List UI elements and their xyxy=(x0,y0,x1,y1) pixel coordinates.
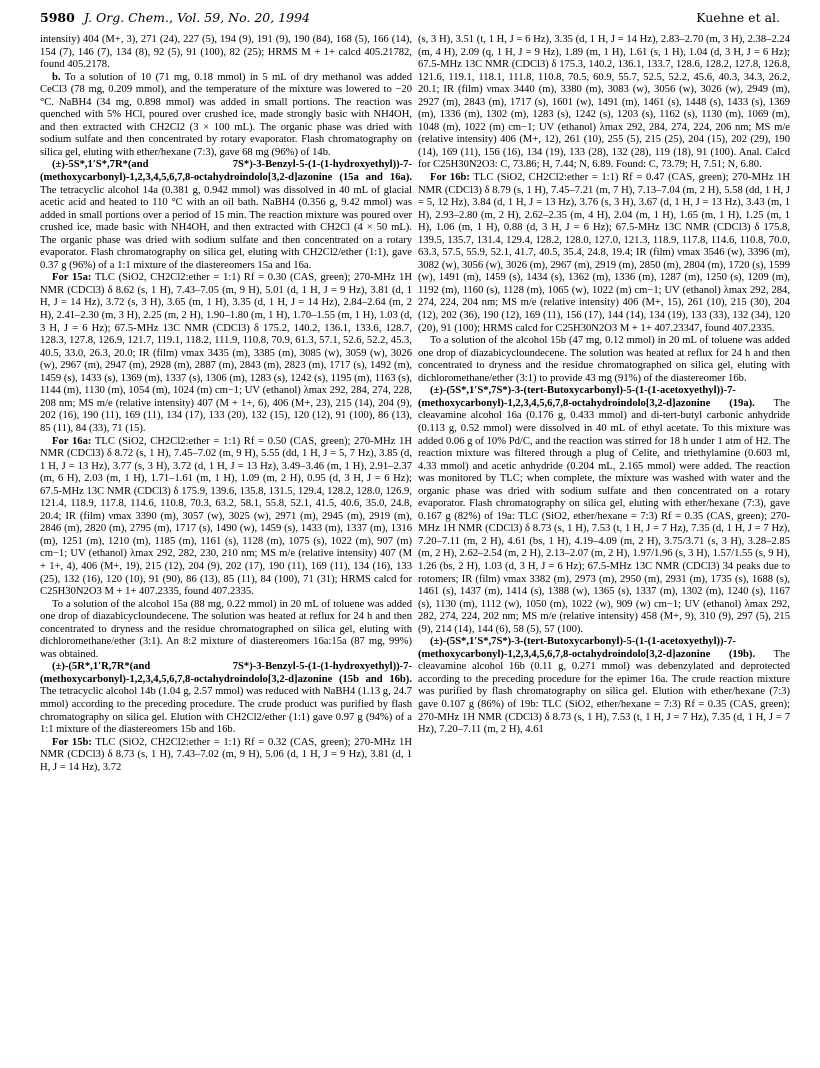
journal-citation: J. Org. Chem., Vol. 59, No. 20, 1994 xyxy=(84,10,311,25)
paragraph: To a solution of the alcohol 15a (88 mg, 0.22 mmol) in 20 mL of toluene was added one drop of diazabicycloundecene. The solution was heated at reflux for 24 h and then concentrated to dryness and the residue chromatographed on silica gel, eluting with dichloromethane/ether (3:1). An 8:2 mixture of diastereomers 16a:15a (87 mg, 99%) was obtained. xyxy=(40,598,412,660)
left-column xyxy=(40,34,412,1062)
paragraph: (±)-5S*,1′S*,7R*(and 7S*)-3-Benzyl-5-(1-(1-hydroxyethyl))-7-(methoxycarbonyl)-1,2,3,4,5,6,7,8-octahydroindolo[3,2-d]azonine (15a and 16a). The tetracyclic alcohol 14a (0.381 g, 0.942 mmol) was dissolved in 40 mL of glacial acetic acid and heated to 110 °C with an oil bath. NaBH4 (0.356 g, 9.42 mmol) was added in small portions over a period of 15 min. The reaction mixture was poured over crushed ice, made basic with NH4OH, and then extracted with CH2Cl (4 × 50 mL). The organic phase was dried with sodium sulfate and then concentrated on a rotary evaporator. Flash chromatography on silica gel, eluting with CH2Cl2/ether (1:1), gave 0.37 g (96%) of a 1:1 mixture of the diastereomers 15a and 16a. xyxy=(40,159,412,271)
paragraph: (±)-(5S*,1′S*,7S*)-3-(tert-Butoxycarbonyl)-5-(1-(1-acetoxyethyl))-7-(methoxycarbonyl)-1,2,3,4,5,6,7,8-octahydroindolo[3,2-d]azonine (19a). The cleavamine alcohol 16a (0.176 g, 0.433 mmol) and di-tert-butyl carbonic anhydride (0.113 g, 0.52 mmol) were dissolved in 40 mL of ethyl acetate. To this mixture was added 0.06 g of 10% Pd/C, and the reaction was stirred for 18 h under 1 atm of H2. The reaction mixture was filtered through a plug of Celite, and triethylamine (0.603 ml, 4.33 mmol) and acetic anhydride (0.204 mL, 2.165 mmol) were added. The reaction was monitored by TLC; when complete, the mixture was washed with water and the organic phase was dried with sodium sulfate and then concentrated on a rotary evaporator. Flash chromatography on silica gel, eluting with ether/hexane (7:3), gave 0.167 g (82%) of 19a: TLC (SiO2, ether/hexane = 7:3) Rf = 0.35 (CAS, green); 270-MHz 1H NMR (CDCl3) δ 8.73 (s, 1 H), 7.53 (t, 1 H, J = 7 Hz), 7.35 (d, 1 H, J = 7 Hz), 7.20–7.11 (m, 2 H), 4.61 (bs, 1 H), 4.19–4.09 (m, 2 H), 3.75/3.71 (s, 3 H), 3.28–2.85 (m, 2 H), 2.62–2.54 (m, 2 H), 2.13–2.07 (m, 2 H), 1.97/1.96 (s, 3 H), 1.57/1.55 (s, 9 H), 1.26 (bs, 2 H), 1.03 (d, 3 H, J = 6 Hz); 67.5-MHz 13C NMR (CDCl3) 34 peaks due to rotomers; IR (film) νmax 3382 (m), 2973 (m), 2950 (m), 2931 (m), 1735 (s), 1688 (s), 1461 (s), 1437 (m), 1414 (s), 1388 (w), 1365 (s), 1337 (m), 1302 (m), 1240 (s), 1167 (s), 1130 (m), 1112 (w), 1050 (m), 1022 (w), 909 (w) cm−1; UV (ethanol) λmax 292, 282, 274, 224, 202 nm; MS m/e (relative intensity) 458 (M+, 9), 310 (9), 297 (5), 215 (9), 214 (14), 144 (6), 58 (5), 57 (100). xyxy=(418,385,790,635)
page-number: 5980 xyxy=(40,10,75,25)
paragraph: For 16a: TLC (SiO2, CH2Cl2:ether = 1:1) Rf = 0.50 (CAS, green); 270-MHz 1H NMR (CDCl3) δ 8.72 (s, 1 H), 7.45–7.02 (m, 9 H), 5.55 (dd, 1 H, J = 5, 7 Hz), 3.85 (d, 1 H, J = 13 Hz), 3.77 (s, 3 H), 3.72 (d, 1 H, J = 13 Hz), 3.49–3.46 (m, 1 H), 2.91–2.37 (m, 6 H), 2.03 (m, 1 H), 1.71–1.61 (m, 1 H), 1.09 (m, 2 H), 0.95 (d, 3 H, J = 6 Hz); 67.5-MHz 13C NMR (CDCl3) δ 175.9, 139.6, 135.8, 131.5, 129.4, 128.2, 128.0, 126.9, 121.4, 118.9, 117.8, 114.6, 110.8, 70.3, 63.2, 58.1, 55.8, 52.1, 41.5, 40.6, 35.0, 24.8, 20.4; IR (film) νmax 3390 (m), 3057 (w), 3025 (w), 2971 (m), 2945 (m), 2919 (m), 2846 (m), 2820 (m), 2795 (m), 1717 (s), 1490 (w), 1459 (s), 1433 (m), 1337 (m), 1316 (m), 1251 (m), 1210 (m), 1185 (m), 1161 (s), 1128 (m), 1075 (s), 1022 (m), 907 (m) cm−1; UV (ethanol) λmax 292, 282, 230, 210 nm; MS m/e (relative intensity) 407 (M + 1+, 4), 406 (M+, 19), 215 (12), 204 (9), 202 (17), 190 (11), 169 (11), 134 (16), 133 (25), 132 (16), 120 (10), 91 (90), 86 (13), 85 (11), 84 (100), 71 (31); HRMS calcd for C25H30N2O3 M + 1+ 407.2335, found 407.2335. xyxy=(40,435,412,598)
paragraph: intensity) 404 (M+, 3), 271 (24), 227 (5), 194 (9), 191 (9), 190 (84), 168 (5), 166 (14), 154 (7), 146 (7), 134 (8), 92 (5), 91 (100), 82 (25); HRMS M + 1+ calcd 405.21782, found 405.2178. xyxy=(40,34,412,71)
running-author: Kuehne et al. xyxy=(696,10,780,25)
running-header xyxy=(40,8,780,28)
paragraph: (±)-(5S*,1′S*,7S*)-3-(tert-Butoxycarbonyl)-5-(1-(1-acetoxyethyl))-7-(methoxycarbonyl)-1,2,3,4,5,6,7,8-octahydroindolo[3,2-d]azonine (19b). The cleavamine alcohol 16b (0.11 g, 0.271 mmol) was debenzylated and deprotected according to the preceding procedure for the epimer 16a. The crude reaction mixture was purified by flash chromatography on silica gel. Elution with ether/hexane (7:3) gave 0.107 g (86%) of 19b: TLC (SiO2, ether/hexane = 7:3) Rf = 0.35 (CAS, green); 270-MHz 1H NMR (CDCl3) δ 8.73 (s, 1 H), 7.53 (t, 1 H, J = 7 Hz), 7.35 (d, 1 H, J = 7 Hz), 7.20–7.11 (m, 2 H), 4.61 xyxy=(418,636,790,736)
paragraph: (s, 3 H), 3.51 (t, 1 H, J = 6 Hz), 3.35 (d, 1 H, J = 14 Hz), 2.83–2.70 (m, 3 H), 2.38–2.24 (m, 4 H), 2.09 (q, 1 H, J = 9 Hz), 1.89 (m, 1 H), 1.61 (s, 1 H), 1.04 (d, 3 H, J = 6 Hz); 67.5-MHz 13C NMR (CDCl3) δ 175.3, 140.2, 136.1, 133.7, 128.6, 128.2, 127.8, 126.8, 121.6, 119.1, 118.1, 111.8, 110.8, 70.5, 60.9, 55.7, 52.5, 52.2, 45.6, 40.3, 34.3, 26.2, 20.1; IR (film) νmax 3440 (m), 3380 (m), 3083 (w), 3056 (w), 3026 (w), 2949 (m), 2927 (m), 2843 (m), 1717 (s), 1601 (w), 1491 (m), 1461 (s), 1448 (s), 1433 (s), 1369 (m), 1336 (m), 1302 (m), 1283 (s), 1242 (s), 1203 (s), 1162 (s), 1130 (m), 1069 (m), 1048 (m), 1022 (m) cm−1; UV (ethanol) λmax 292, 284, 274, 224, 206 nm; MS m/e (relative intensity) 406 (M+, 12), 261 (10), 255 (5), 215 (25), 204 (15), 202 (29), 190 (14), 169 (11), 156 (16), 134 (19), 133 (28), 132 (28), 119 (18), 91 (100). Anal. Calcd for C25H30N2O3: C, 73.86; H, 7.44; N, 6.89. Found: C, 73.79; H, 7.51; N, 6.80. xyxy=(418,34,790,171)
right-column xyxy=(418,34,790,1062)
paragraph: For 16b: TLC (SiO2, CH2Cl2:ether = 1:1) Rf = 0.47 (CAS, green); 270-MHz 1H NMR (CDCl3) δ 8.79 (s, 1 H), 7.45–7.21 (m, 7 H), 7.13–7.04 (m, 2 H), 5.58 (dd, 1 H, J = 5, 12 Hz), 3.84 (d, 1 H, J = 13 Hz), 3.76 (s, 3 H), 3.67 (d, 1 H, J = 13 Hz), 3.43 (m, 1 H), 2.93–2.80 (m, 2 H), 2.62–2.35 (m, 4 H), 2.04 (m, 1 H), 1.65 (m, 1 H), 1.25 (m, 1 H), 1.06 (m, 1 H), 0.88 (d, 3 H, J = 6 Hz); 67.5-MHz 13C NMR (CDCl3) δ 175.8, 139.5, 135.7, 131.4, 129.4, 128.2, 128.0, 127.0, 121.3, 118.9, 117.8, 114.6, 110.8, 70.0, 63.3, 57.5, 55.9, 52.1, 41.7, 40.5, 35.4, 24.8, 19.4; IR (film) νmax 3546 (w), 3396 (m), 3082 (w), 3056 (w), 3026 (m), 2967 (m), 2919 (m), 2850 (m), 2804 (m), 1720 (s), 1599 (w), 1491 (m), 1459 (s), 1434 (s), 1362 (m), 1336 (m), 1287 (m), 1250 (s), 1209 (m), 1192 (m), 1160 (s), 1128 (m), 1065 (w), 1022 (m) cm−1; UV (ethanol) λmax 292, 284, 274, 224, 204 nm; MS m/e (relative intensity) 406 (M+, 15), 261 (10), 215 (30), 204 (12), 202 (36), 190 (12), 169 (11), 156 (17), 144 (14), 134 (19), 133 (33), 132 (34), 120 (20), 91 (100); HRMS calcd for C25H30N2O3 M + 1+ 407.23347, found 407.2335. xyxy=(418,172,790,334)
paragraph: For 15a: TLC (SiO2, CH2Cl2:ether = 1:1) Rf = 0.30 (CAS, green); 270-MHz 1H NMR (CDCl3) δ 8.62 (s, 1 H), 7.43–7.05 (m, 9 H), 5.01 (d, 1 H, J = 9 Hz), 3.81 (d, 1 H, J = 14 Hz), 3.72 (s, 3 H), 3.65 (m, 1 H), 3.35 (d, 1 H, J = 14 Hz), 2.84–2.64 (m, 2 H), 2.41–2.30 (m, 3 H), 2.25 (m, 2 H), 1.90–1.80 (m, 1 H), 1.70–1.55 (m, 1 H), 1.03 (d, 3 H, J = 6 Hz); 67.5-MHz 13C NMR (CDCl3) δ 175.2, 140.2, 136.1, 133.6, 128.7, 128.3, 127.8, 126.9, 121.7, 119.1, 118.2, 111.9, 110.8, 70.9, 61.3, 57.1, 52.6, 52.2, 45.3, 40.5, 33.0, 26.3, 20.0; IR (film) νmax 3435 (m), 3385 (m), 3085 (w), 3059 (w), 3026 (w), 2967 (m), 2947 (m), 2928 (m), 2887 (m), 2843 (m), 2823 (m), 1717 (s), 1492 (m), 1459 (s), 1433 (s), 1369 (m), 1337 (s), 1306 (m), 1283 (s), 1242 (s), 1195 (m), 1163 (s), 1144 (m), 1130 (m), 1054 (m), 1024 (m) cm−1; UV (ethanol) λmax 292, 284, 274, 228, 208 nm; MS m/e (relative intensity) 407 (M + 1+, 6), 406 (M+, 23), 215 (14), 204 (9), 202 (16), 190 (11), 169 (11), 134 (17), 133 (20), 132 (15), 120 (12), 91 (100), 86 (13), 85 (11), 84 (33), 71 (15). xyxy=(40,272,412,434)
paragraph: To a solution of the alcohol 15b (47 mg, 0.12 mmol) in 20 mL of toluene was added one drop of diazabicycloundecene. The solution was heated at reflux for 24 h and then concentrated to dryness and the residue chromatographed on silica gel, eluting with dichloromethane/ether (3:1) to provide 43 mg (91%) of the diastereomer 16b. xyxy=(418,335,790,384)
paragraph: (±)-(5R*,1′R,7R*(and 7S*)-3-Benzyl-5-(1-(1-hydroxyethyl))-7-(methoxycarbonyl)-1,2,3,4,5,6,7,8-octahydroindolo[3,2-d]azonine (15b and 16b). The tetracyclic alcohol 14b (1.04 g, 2.57 mmol) was reduced with NaBH4 (1.13 g, 24.7 mmol) according to the preceding procedure. The crude product was purified by flash chromatography on silica gel. Elution with CH2Cl2/ether (1:1) gave 0.97 g (94%) of a 1:1 mixture of the diastereomers 15b and 16b. xyxy=(40,661,412,736)
paragraph: b. To a solution of 10 (71 mg, 0.18 mmol) in 5 mL of dry methanol was added CeCl3 (78 mg, 0.209 mmol), and the temperature of the mixture was lowered to −20 °C. NaBH4 (34 mg, 0.898 mmol) was added in small portions. The reaction was quenched with 5% HCl, poured over crushed ice, made strongly basic with NH4OH, and then extracted with CH2Cl2 (3 × 100 mL). The organic phase was dried with sodium sulfate and then concentrated by rotary evaporator. Flash chromatography on silica gel, eluting with ether/hexane (7:3), gave 68 mg (96%) of 14b. xyxy=(40,71,412,158)
paragraph: For 15b: TLC (SiO2, CH2Cl2:ether = 1:1) Rf = 0.32 (CAS, green); 270-MHz 1H NMR (CDCl3) δ 8.73 (s, 1 H), 7.43–7.02 (m, 9 H), 5.06 (d, 1 H, J = 9 Hz), 3.81 (d, 1 H, J = 14 Hz), 3.72 xyxy=(40,736,412,773)
